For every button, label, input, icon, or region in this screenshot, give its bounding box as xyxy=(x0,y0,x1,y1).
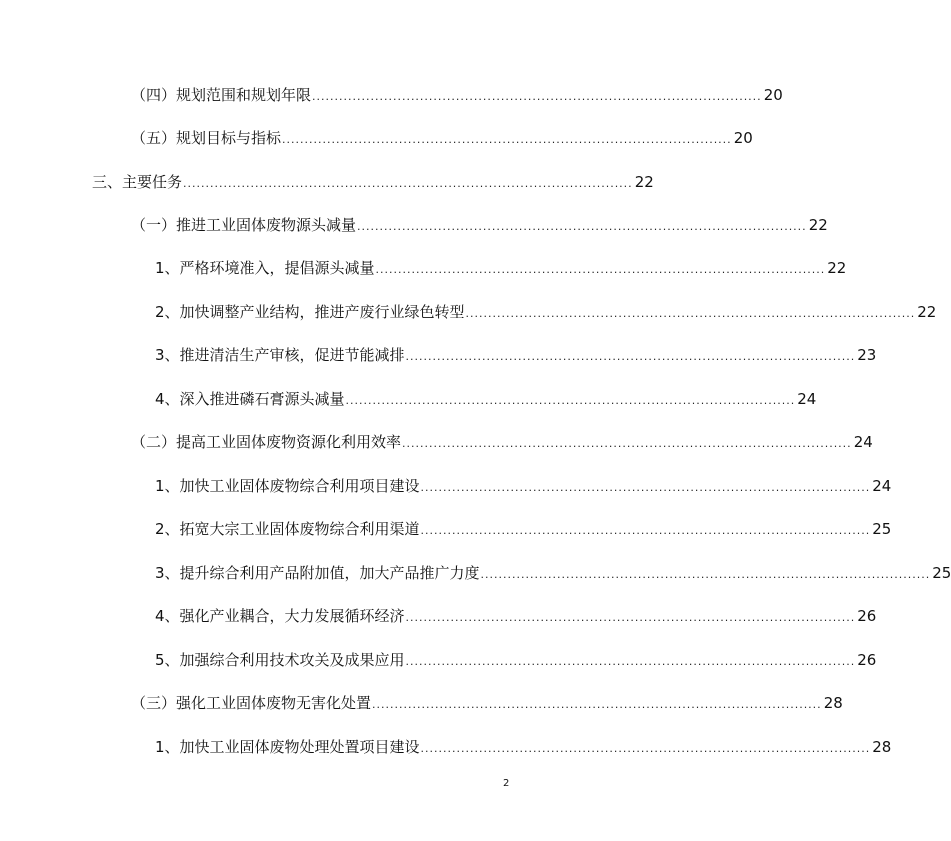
toc-entry[interactable] xyxy=(155,563,951,585)
toc-entry[interactable] xyxy=(155,258,847,280)
toc-entry-title: 2、拓宽大宗工业固体废物综合利用渠道 xyxy=(155,520,420,538)
leader-dots: .................................................................................................... xyxy=(183,177,633,190)
toc-entry-title: （二）提高工业固体废物资源化利用效率 xyxy=(131,433,402,451)
leader-dots: .................................................................................................... xyxy=(420,524,871,537)
toc-entry-page: 24 xyxy=(797,390,817,408)
toc-entry[interactable] xyxy=(131,432,873,454)
leader-dots: .................................................................................................... xyxy=(405,611,856,624)
toc-entry-title: 4、强化产业耦合，大力发展循环经济 xyxy=(155,607,405,625)
toc-entry-page: 26 xyxy=(857,651,877,669)
toc-entry[interactable] xyxy=(92,172,654,194)
toc-entry-title: 3、推进清洁生产审核，促进节能减排 xyxy=(155,346,405,364)
toc-entry-title: （四）规划范围和规划年限 xyxy=(131,86,312,104)
toc-entry-page: 22 xyxy=(827,259,847,277)
toc-entry-title: 1、加快工业固体废物处理处置项目建设 xyxy=(155,738,420,756)
leader-dots: .................................................................................................... xyxy=(402,437,852,450)
toc-entry-title: 1、严格环境准入，提倡源头减量 xyxy=(155,259,375,277)
toc-entry-page: 25 xyxy=(872,520,892,538)
toc-entry[interactable] xyxy=(155,519,892,541)
leader-dots: .................................................................................................... xyxy=(372,698,822,711)
toc-entry-title: 三、主要任务 xyxy=(92,173,183,191)
toc-entry-title: （一）推进工业固体废物源头减量 xyxy=(131,216,357,234)
toc-entry[interactable] xyxy=(155,345,877,367)
toc-entry-title: 2、加快调整产业结构，推进产废行业绿色转型 xyxy=(155,303,465,321)
toc-entry-page: 22 xyxy=(808,216,828,234)
leader-dots: .................................................................................................... xyxy=(357,220,807,233)
toc-entry-title: 3、提升综合利用产品附加值，加大产品推广力度 xyxy=(155,564,480,582)
toc-entry-page: 26 xyxy=(857,607,877,625)
toc-entry-page: 22 xyxy=(917,303,937,321)
toc-entry-page: 28 xyxy=(823,694,843,712)
toc-entry-page: 23 xyxy=(857,346,877,364)
leader-dots: .................................................................................................... xyxy=(465,307,916,320)
toc-entry[interactable] xyxy=(155,650,877,672)
leader-dots: .................................................................................................... xyxy=(312,90,762,103)
toc-entry-title: 1、加快工业固体废物综合利用项目建设 xyxy=(155,477,420,495)
toc-entry[interactable] xyxy=(155,606,877,628)
leader-dots: .................................................................................................... xyxy=(420,481,871,494)
toc-entry-page: 20 xyxy=(733,129,753,147)
leader-dots: .................................................................................................... xyxy=(345,394,796,407)
toc-entry-title: （三）强化工业固体废物无害化处置 xyxy=(131,694,372,712)
toc-entry-page: 22 xyxy=(634,173,654,191)
toc-entry-title: 5、加强综合利用技术攻关及成果应用 xyxy=(155,651,405,669)
toc-entry[interactable] xyxy=(155,302,937,324)
toc-entry-page: 28 xyxy=(872,738,892,756)
toc-entry-page: 24 xyxy=(872,477,892,495)
toc-entry[interactable] xyxy=(131,693,843,715)
leader-dots: .................................................................................................... xyxy=(282,133,732,146)
toc-entry[interactable] xyxy=(131,85,783,107)
leader-dots: .................................................................................................... xyxy=(375,263,826,276)
toc-entry[interactable] xyxy=(155,476,892,498)
leader-dots: .................................................................................................... xyxy=(480,568,931,581)
toc-entry-page: 20 xyxy=(763,86,783,104)
toc-entry[interactable] xyxy=(155,389,817,411)
leader-dots: .................................................................................................... xyxy=(405,350,856,363)
toc-entry-title: （五）规划目标与指标 xyxy=(131,129,282,147)
toc-entry-page: 25 xyxy=(932,564,951,582)
leader-dots: .................................................................................................... xyxy=(420,742,871,755)
toc-entry-page: 24 xyxy=(853,433,873,451)
toc-entry-title: 4、深入推进磷石膏源头减量 xyxy=(155,390,345,408)
leader-dots: .................................................................................................... xyxy=(405,655,856,668)
page-number: 2 xyxy=(503,778,510,789)
toc-entry[interactable] xyxy=(131,128,753,150)
toc-entry[interactable] xyxy=(155,737,892,759)
toc-entry[interactable] xyxy=(131,215,828,237)
